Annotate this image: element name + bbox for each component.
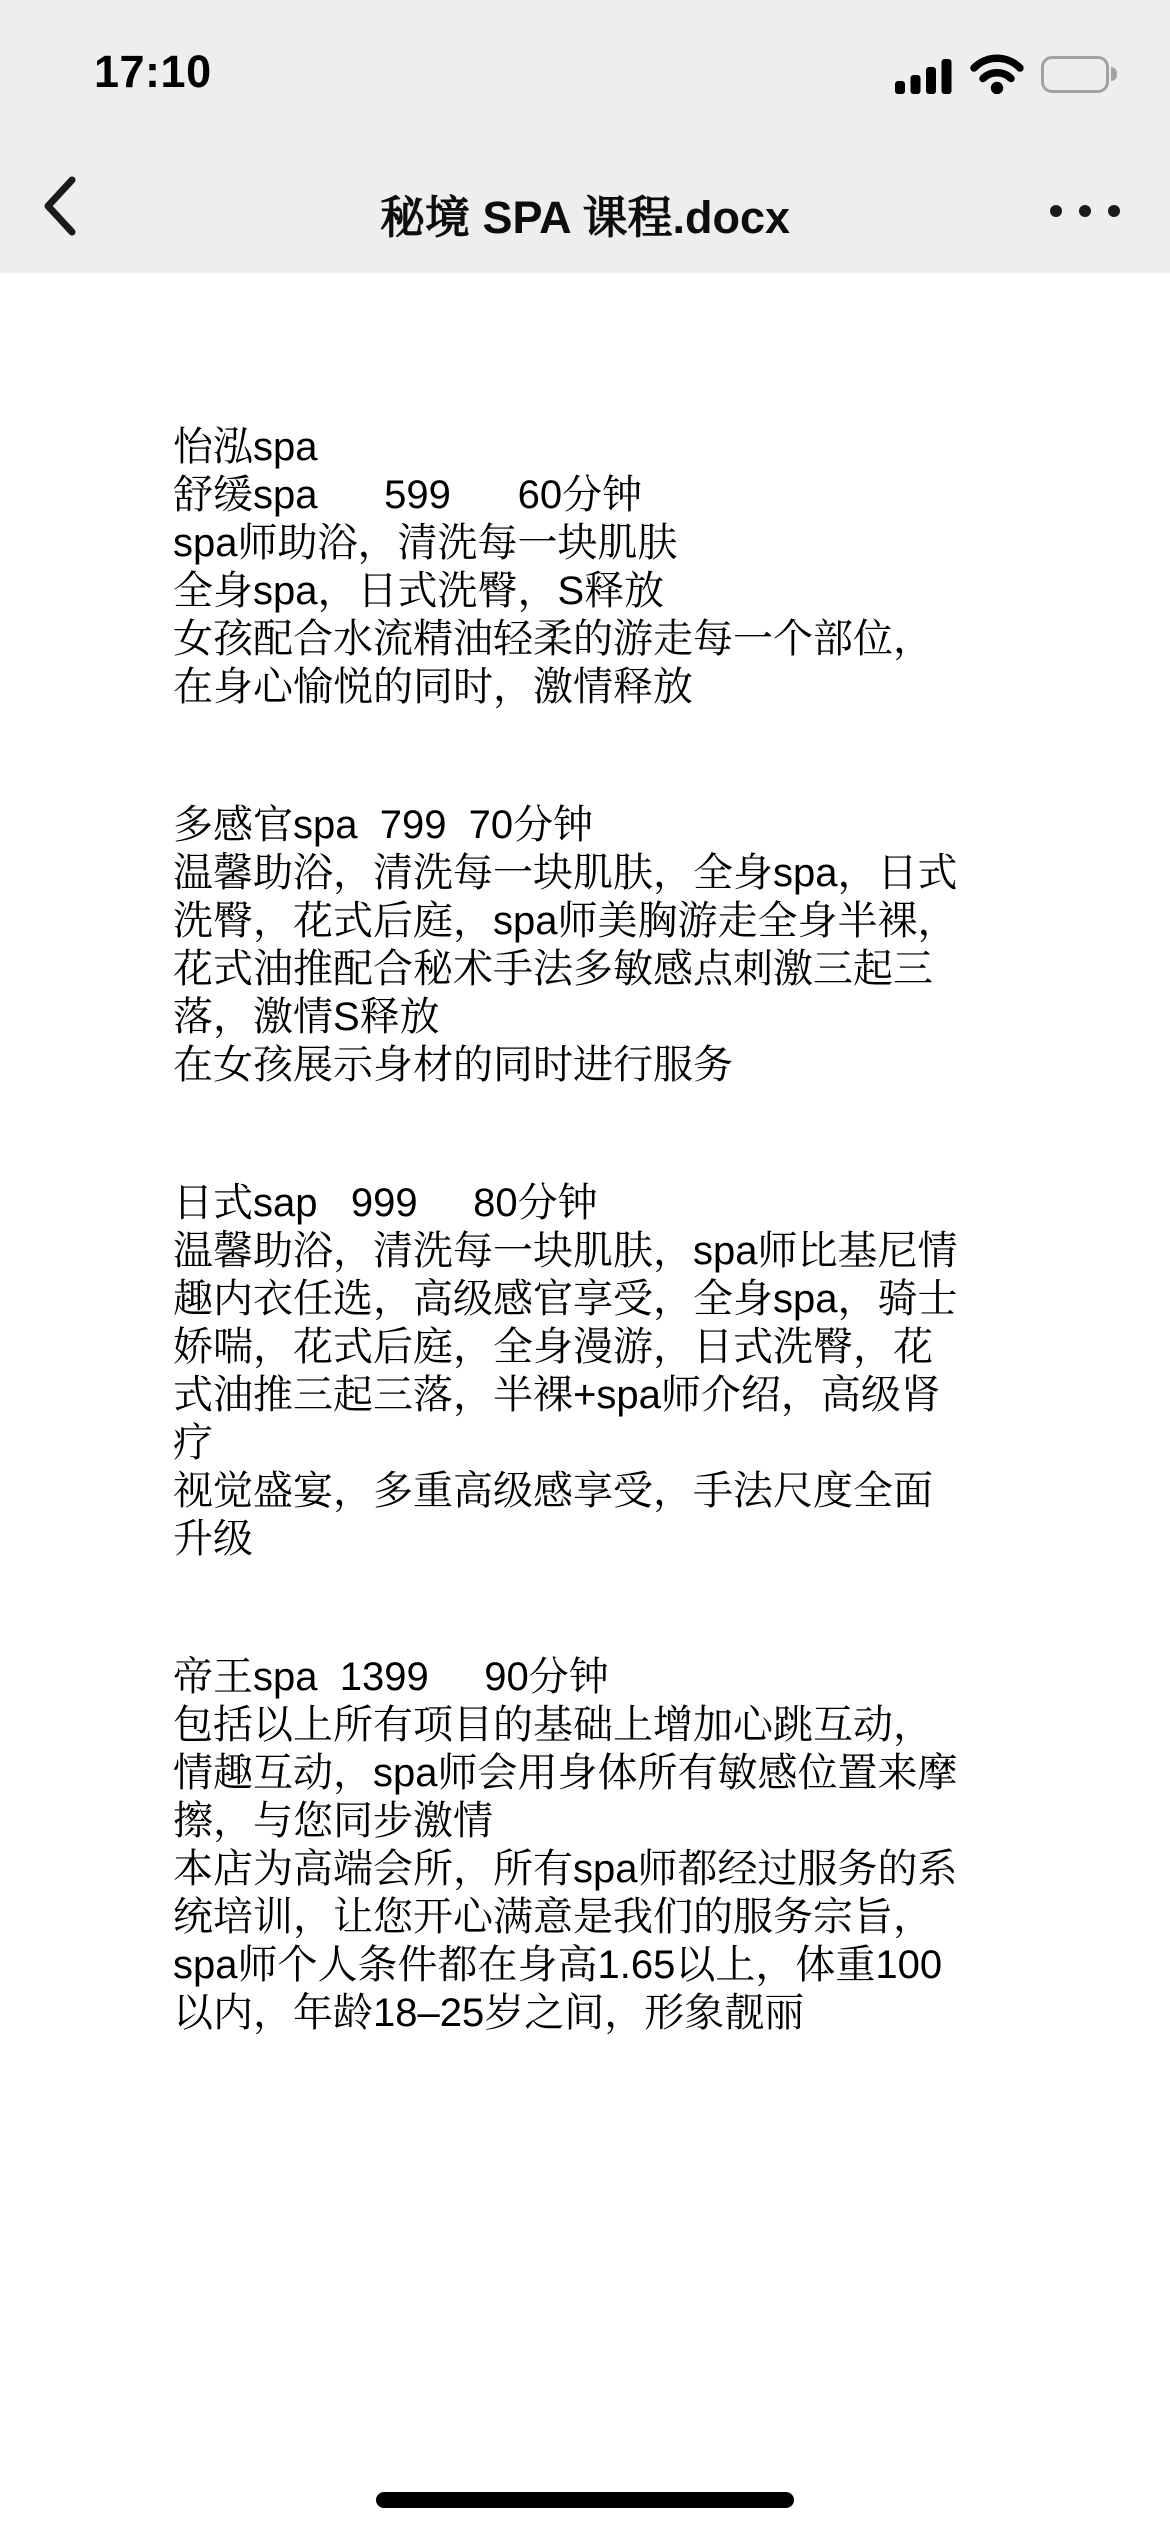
doc-line: 怡泓spa: [173, 425, 318, 469]
doc-line: 升级: [173, 1517, 253, 1561]
doc-line: 在女孩展示身材的同时进行服务: [173, 1043, 733, 1087]
doc-line: 以内，年龄18–25岁之间，形象靓丽: [173, 1991, 805, 2035]
doc-line: 统培训，让您开心满意是我们的服务宗旨，: [173, 1895, 933, 1939]
status-icons: [895, 53, 1117, 95]
battery-icon: [1041, 56, 1117, 93]
doc-line: 日式sap 999 80分钟: [173, 1181, 598, 1225]
doc-line: spa师助浴，清洗每一块肌肤: [173, 521, 678, 565]
doc-line: 花式油推配合秘术手法多敏感点刺激三起三: [173, 947, 933, 991]
document-title: 秘境 SPA 课程.docx: [379, 192, 791, 243]
cellular-signal-icon: [895, 54, 953, 94]
doc-line: 娇喘，花式后庭，全身漫游，日式洗臀，花: [173, 1325, 933, 1369]
home-indicator[interactable]: [376, 2492, 794, 2508]
status-time: 17:10: [94, 46, 212, 97]
doc-line: 趣内衣任选，高级感官享受，全身spa，骑士: [173, 1277, 958, 1321]
doc-section-rishi-spa: [173, 1179, 1000, 1563]
doc-line: 擦，与您同步激情: [173, 1799, 493, 1843]
chevron-left-icon: [40, 175, 78, 240]
doc-line: 多感官spa 799 70分钟: [173, 803, 594, 847]
status-and-nav-bar: [0, 0, 1170, 273]
doc-line: 全身spa，日式洗臀，S释放: [173, 569, 665, 613]
doc-line: 温馨助浴，清洗每一块肌肤，全身spa，日式: [173, 851, 958, 895]
back-button[interactable]: [40, 174, 100, 240]
wifi-icon: [970, 54, 1024, 94]
doc-section-shuhuan-spa: [173, 423, 1000, 711]
doc-line: 包括以上所有项目的基础上增加心跳互动，: [173, 1703, 933, 1747]
doc-line: 视觉盛宴，多重高级感享受，手法尺度全面: [173, 1469, 933, 1513]
document-scroll-area[interactable]: [0, 273, 1170, 2532]
doc-line: 女孩配合水流精油轻柔的游走每一个部位，: [173, 617, 933, 661]
ellipsis-icon: [1050, 205, 1062, 217]
doc-line: 舒缓spa 599 60分钟: [173, 473, 643, 517]
more-options-button[interactable]: [1050, 196, 1120, 226]
doc-section-diwang-spa: [173, 1653, 1000, 2037]
doc-line: 在身心愉悦的同时，激情释放: [173, 665, 693, 709]
doc-line: 式油推三起三落，半裸+spa师介绍，高级肾: [173, 1373, 941, 1417]
doc-line: 温馨助浴，清洗每一块肌肤，spa师比基尼情: [173, 1229, 958, 1273]
doc-section-duoganguan-spa: [173, 801, 1000, 1089]
doc-line: 帝王spa 1399 90分钟: [173, 1655, 609, 1699]
doc-line: spa师个人条件都在身高1.65以上，体重100: [173, 1943, 943, 1987]
doc-line: 本店为高端会所，所有spa师都经过服务的系: [173, 1847, 958, 1891]
doc-line: 落，激情S释放: [173, 995, 440, 1039]
doc-line: 情趣互动，spa师会用身体所有敏感位置来摩: [173, 1751, 958, 1795]
doc-line: 疗: [173, 1421, 213, 1465]
doc-line: 洗臀，花式后庭，spa师美胸游走全身半裸，: [173, 899, 958, 943]
